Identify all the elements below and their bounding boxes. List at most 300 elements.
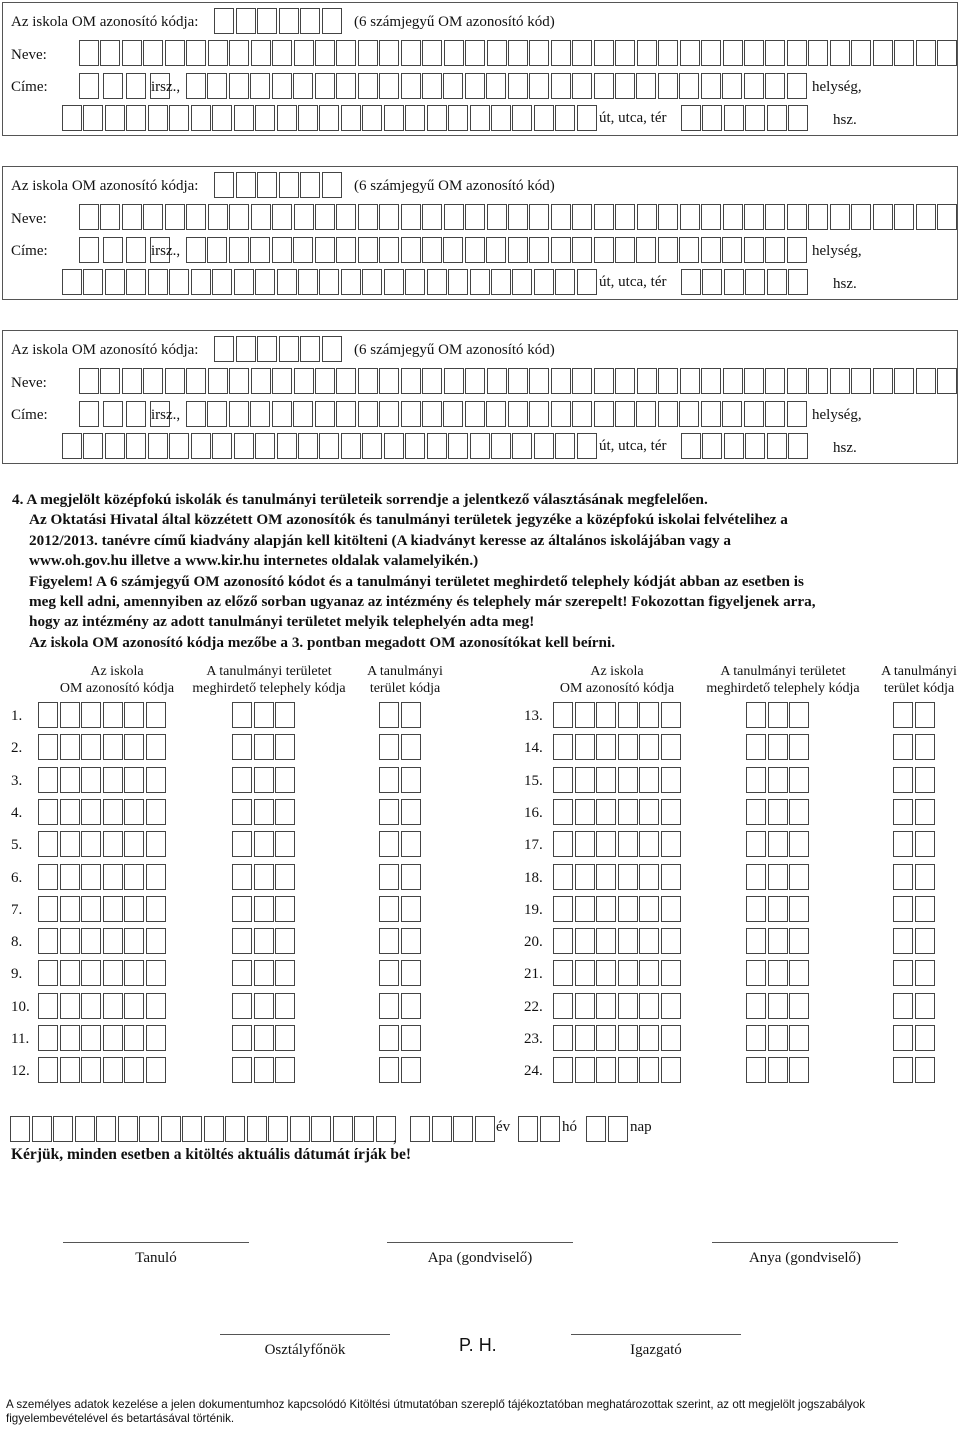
- city-char-box[interactable]: [293, 73, 313, 99]
- zip-digit-box[interactable]: [103, 237, 123, 263]
- om-code-box[interactable]: [639, 767, 659, 793]
- om-code-box[interactable]: [60, 1025, 80, 1051]
- name-char-box[interactable]: [894, 368, 914, 394]
- om-digit-box[interactable]: [279, 8, 299, 34]
- city-char-box[interactable]: [401, 401, 421, 427]
- street-char-box[interactable]: [470, 105, 490, 131]
- street-char-box[interactable]: [148, 269, 168, 295]
- name-char-box[interactable]: [143, 368, 163, 394]
- om-code-box[interactable]: [661, 767, 681, 793]
- street-char-box[interactable]: [534, 269, 554, 295]
- street-char-box[interactable]: [62, 105, 82, 131]
- date-year-box[interactable]: [453, 1116, 473, 1142]
- date-month-box[interactable]: [540, 1116, 560, 1142]
- city-char-box[interactable]: [636, 401, 656, 427]
- city-char-box[interactable]: [229, 401, 249, 427]
- om-code-box[interactable]: [553, 1025, 573, 1051]
- name-char-box[interactable]: [873, 40, 893, 66]
- city-char-box[interactable]: [315, 401, 335, 427]
- name-char-box[interactable]: [294, 204, 314, 230]
- name-char-box[interactable]: [851, 368, 871, 394]
- zip-digit-box[interactable]: [103, 401, 123, 427]
- street-char-box[interactable]: [724, 269, 744, 295]
- name-char-box[interactable]: [830, 40, 850, 66]
- city-char-box[interactable]: [293, 237, 313, 263]
- om-code-box[interactable]: [618, 993, 638, 1019]
- site-code-box[interactable]: [768, 960, 788, 986]
- street-char-box[interactable]: [319, 269, 339, 295]
- om-code-box[interactable]: [81, 864, 101, 890]
- om-code-box[interactable]: [38, 896, 58, 922]
- name-char-box[interactable]: [701, 368, 721, 394]
- street-char-box[interactable]: [83, 269, 103, 295]
- city-char-box[interactable]: [465, 237, 485, 263]
- om-code-box[interactable]: [38, 734, 58, 760]
- area-code-box[interactable]: [401, 960, 421, 986]
- site-code-box[interactable]: [254, 928, 274, 954]
- street-char-box[interactable]: [470, 269, 490, 295]
- om-code-box[interactable]: [81, 993, 101, 1019]
- street-char-box[interactable]: [745, 433, 765, 459]
- city-char-box[interactable]: [679, 73, 699, 99]
- area-code-box[interactable]: [379, 960, 399, 986]
- city-char-box[interactable]: [401, 73, 421, 99]
- date-place-box[interactable]: [161, 1116, 181, 1142]
- om-code-box[interactable]: [124, 767, 144, 793]
- area-code-box[interactable]: [401, 896, 421, 922]
- city-char-box[interactable]: [701, 73, 721, 99]
- area-code-box[interactable]: [893, 896, 913, 922]
- name-char-box[interactable]: [444, 368, 464, 394]
- name-char-box[interactable]: [186, 204, 206, 230]
- signature-line-student[interactable]: [63, 1242, 249, 1243]
- name-char-box[interactable]: [937, 204, 957, 230]
- name-char-box[interactable]: [336, 204, 356, 230]
- om-code-box[interactable]: [81, 960, 101, 986]
- site-code-box[interactable]: [254, 799, 274, 825]
- city-char-box[interactable]: [207, 73, 227, 99]
- city-char-box[interactable]: [186, 73, 206, 99]
- street-char-box[interactable]: [534, 433, 554, 459]
- street-char-box[interactable]: [255, 433, 275, 459]
- site-code-box[interactable]: [254, 1057, 274, 1083]
- om-code-box[interactable]: [618, 799, 638, 825]
- name-char-box[interactable]: [744, 40, 764, 66]
- om-code-box[interactable]: [618, 734, 638, 760]
- om-code-box[interactable]: [639, 799, 659, 825]
- om-code-box[interactable]: [124, 928, 144, 954]
- name-char-box[interactable]: [723, 368, 743, 394]
- site-code-box[interactable]: [746, 960, 766, 986]
- name-char-box[interactable]: [808, 204, 828, 230]
- street-char-box[interactable]: [255, 269, 275, 295]
- city-char-box[interactable]: [529, 237, 549, 263]
- site-code-box[interactable]: [275, 799, 295, 825]
- name-char-box[interactable]: [358, 40, 378, 66]
- om-code-box[interactable]: [639, 702, 659, 728]
- om-code-box[interactable]: [575, 702, 595, 728]
- om-code-box[interactable]: [60, 734, 80, 760]
- city-char-box[interactable]: [465, 73, 485, 99]
- om-code-box[interactable]: [596, 864, 616, 890]
- zip-digit-box[interactable]: [79, 73, 99, 99]
- zip-digit-box[interactable]: [126, 73, 146, 99]
- om-code-box[interactable]: [124, 799, 144, 825]
- city-char-box[interactable]: [508, 237, 528, 263]
- site-code-box[interactable]: [254, 993, 274, 1019]
- name-char-box[interactable]: [572, 368, 592, 394]
- city-char-box[interactable]: [551, 401, 571, 427]
- street-char-box[interactable]: [788, 269, 808, 295]
- city-char-box[interactable]: [744, 401, 764, 427]
- name-char-box[interactable]: [165, 40, 185, 66]
- site-code-box[interactable]: [232, 734, 252, 760]
- om-code-box[interactable]: [38, 702, 58, 728]
- area-code-box[interactable]: [893, 767, 913, 793]
- om-code-box[interactable]: [596, 1025, 616, 1051]
- area-code-box[interactable]: [379, 702, 399, 728]
- street-char-box[interactable]: [277, 433, 297, 459]
- om-code-box[interactable]: [81, 1025, 101, 1051]
- street-char-box[interactable]: [577, 433, 597, 459]
- site-code-box[interactable]: [768, 767, 788, 793]
- name-char-box[interactable]: [251, 204, 271, 230]
- site-code-box[interactable]: [789, 864, 809, 890]
- city-char-box[interactable]: [744, 237, 764, 263]
- street-char-box[interactable]: [702, 433, 722, 459]
- date-place-box[interactable]: [333, 1116, 353, 1142]
- city-char-box[interactable]: [722, 237, 742, 263]
- om-code-box[interactable]: [575, 896, 595, 922]
- city-char-box[interactable]: [379, 401, 399, 427]
- name-char-box[interactable]: [79, 368, 99, 394]
- om-code-box[interactable]: [661, 1057, 681, 1083]
- name-char-box[interactable]: [122, 368, 142, 394]
- site-code-box[interactable]: [275, 1025, 295, 1051]
- city-char-box[interactable]: [229, 237, 249, 263]
- street-char-box[interactable]: [234, 105, 254, 131]
- name-char-box[interactable]: [229, 204, 249, 230]
- om-code-box[interactable]: [124, 831, 144, 857]
- city-char-box[interactable]: [594, 237, 614, 263]
- name-char-box[interactable]: [529, 40, 549, 66]
- site-code-box[interactable]: [254, 702, 274, 728]
- om-code-box[interactable]: [618, 1057, 638, 1083]
- om-digit-box[interactable]: [300, 8, 320, 34]
- name-char-box[interactable]: [701, 204, 721, 230]
- name-char-box[interactable]: [465, 368, 485, 394]
- area-code-box[interactable]: [379, 993, 399, 1019]
- area-code-box[interactable]: [379, 831, 399, 857]
- site-code-box[interactable]: [275, 734, 295, 760]
- om-code-box[interactable]: [661, 799, 681, 825]
- street-char-box[interactable]: [255, 105, 275, 131]
- om-digit-box[interactable]: [322, 336, 342, 362]
- om-code-box[interactable]: [38, 993, 58, 1019]
- name-char-box[interactable]: [551, 40, 571, 66]
- area-code-box[interactable]: [915, 767, 935, 793]
- street-char-box[interactable]: [191, 269, 211, 295]
- om-code-box[interactable]: [81, 702, 101, 728]
- name-char-box[interactable]: [165, 204, 185, 230]
- street-char-box[interactable]: [491, 433, 511, 459]
- area-code-box[interactable]: [379, 767, 399, 793]
- name-char-box[interactable]: [615, 204, 635, 230]
- street-char-box[interactable]: [212, 433, 232, 459]
- city-char-box[interactable]: [636, 237, 656, 263]
- om-code-box[interactable]: [103, 1025, 123, 1051]
- city-char-box[interactable]: [443, 237, 463, 263]
- site-code-box[interactable]: [275, 1057, 295, 1083]
- site-code-box[interactable]: [768, 1025, 788, 1051]
- name-char-box[interactable]: [851, 40, 871, 66]
- name-char-box[interactable]: [444, 204, 464, 230]
- name-char-box[interactable]: [937, 40, 957, 66]
- site-code-box[interactable]: [789, 734, 809, 760]
- site-code-box[interactable]: [789, 993, 809, 1019]
- site-code-box[interactable]: [746, 896, 766, 922]
- signature-line-teacher[interactable]: [220, 1334, 390, 1335]
- om-code-box[interactable]: [661, 831, 681, 857]
- zip-digit-box[interactable]: [103, 73, 123, 99]
- om-code-box[interactable]: [146, 864, 166, 890]
- city-char-box[interactable]: [272, 401, 292, 427]
- area-code-box[interactable]: [379, 1057, 399, 1083]
- name-char-box[interactable]: [572, 204, 592, 230]
- om-code-box[interactable]: [575, 993, 595, 1019]
- city-char-box[interactable]: [658, 401, 678, 427]
- om-code-box[interactable]: [575, 1025, 595, 1051]
- name-char-box[interactable]: [487, 204, 507, 230]
- name-char-box[interactable]: [379, 204, 399, 230]
- name-char-box[interactable]: [572, 40, 592, 66]
- street-char-box[interactable]: [169, 433, 189, 459]
- om-code-box[interactable]: [575, 864, 595, 890]
- om-code-box[interactable]: [661, 928, 681, 954]
- city-char-box[interactable]: [358, 237, 378, 263]
- om-code-box[interactable]: [639, 993, 659, 1019]
- street-char-box[interactable]: [448, 105, 468, 131]
- zip-digit-box[interactable]: [126, 401, 146, 427]
- signature-line-mother[interactable]: [712, 1242, 898, 1243]
- om-code-box[interactable]: [103, 702, 123, 728]
- name-char-box[interactable]: [637, 40, 657, 66]
- city-char-box[interactable]: [551, 73, 571, 99]
- site-code-box[interactable]: [789, 1025, 809, 1051]
- site-code-box[interactable]: [232, 702, 252, 728]
- name-char-box[interactable]: [658, 368, 678, 394]
- om-code-box[interactable]: [639, 1057, 659, 1083]
- site-code-box[interactable]: [789, 702, 809, 728]
- om-code-box[interactable]: [553, 960, 573, 986]
- om-digit-box[interactable]: [236, 336, 256, 362]
- name-char-box[interactable]: [787, 368, 807, 394]
- area-code-box[interactable]: [915, 896, 935, 922]
- name-char-box[interactable]: [122, 204, 142, 230]
- name-char-box[interactable]: [615, 368, 635, 394]
- area-code-box[interactable]: [915, 799, 935, 825]
- name-char-box[interactable]: [186, 40, 206, 66]
- om-code-box[interactable]: [553, 896, 573, 922]
- om-digit-box[interactable]: [236, 8, 256, 34]
- om-code-box[interactable]: [618, 960, 638, 986]
- street-char-box[interactable]: [191, 433, 211, 459]
- om-code-box[interactable]: [661, 734, 681, 760]
- name-char-box[interactable]: [594, 40, 614, 66]
- site-code-box[interactable]: [275, 960, 295, 986]
- name-char-box[interactable]: [637, 204, 657, 230]
- om-code-box[interactable]: [661, 993, 681, 1019]
- site-code-box[interactable]: [254, 896, 274, 922]
- street-char-box[interactable]: [427, 105, 447, 131]
- street-char-box[interactable]: [362, 269, 382, 295]
- name-char-box[interactable]: [937, 368, 957, 394]
- om-code-box[interactable]: [60, 896, 80, 922]
- om-code-box[interactable]: [639, 831, 659, 857]
- name-char-box[interactable]: [272, 40, 292, 66]
- om-digit-box[interactable]: [322, 172, 342, 198]
- site-code-box[interactable]: [232, 767, 252, 793]
- site-code-box[interactable]: [254, 960, 274, 986]
- site-code-box[interactable]: [746, 864, 766, 890]
- name-char-box[interactable]: [358, 204, 378, 230]
- street-char-box[interactable]: [491, 269, 511, 295]
- site-code-box[interactable]: [789, 1057, 809, 1083]
- city-char-box[interactable]: [229, 73, 249, 99]
- city-char-box[interactable]: [572, 401, 592, 427]
- city-char-box[interactable]: [787, 401, 807, 427]
- om-code-box[interactable]: [60, 767, 80, 793]
- city-char-box[interactable]: [765, 73, 785, 99]
- name-char-box[interactable]: [873, 204, 893, 230]
- name-char-box[interactable]: [422, 204, 442, 230]
- name-char-box[interactable]: [79, 40, 99, 66]
- om-code-box[interactable]: [639, 896, 659, 922]
- name-char-box[interactable]: [680, 368, 700, 394]
- name-char-box[interactable]: [830, 204, 850, 230]
- om-code-box[interactable]: [103, 993, 123, 1019]
- area-code-box[interactable]: [401, 702, 421, 728]
- area-code-box[interactable]: [401, 734, 421, 760]
- om-code-box[interactable]: [553, 864, 573, 890]
- site-code-box[interactable]: [789, 928, 809, 954]
- site-code-box[interactable]: [275, 928, 295, 954]
- date-place-box[interactable]: [96, 1116, 116, 1142]
- om-code-box[interactable]: [38, 799, 58, 825]
- city-char-box[interactable]: [529, 73, 549, 99]
- name-char-box[interactable]: [358, 368, 378, 394]
- site-code-box[interactable]: [232, 928, 252, 954]
- om-code-box[interactable]: [596, 767, 616, 793]
- area-code-box[interactable]: [893, 928, 913, 954]
- date-place-box[interactable]: [53, 1116, 73, 1142]
- om-digit-box[interactable]: [279, 172, 299, 198]
- street-char-box[interactable]: [702, 105, 722, 131]
- city-char-box[interactable]: [701, 401, 721, 427]
- name-char-box[interactable]: [229, 40, 249, 66]
- name-char-box[interactable]: [100, 368, 120, 394]
- street-char-box[interactable]: [448, 433, 468, 459]
- street-char-box[interactable]: [319, 105, 339, 131]
- city-char-box[interactable]: [336, 401, 356, 427]
- area-code-box[interactable]: [915, 1057, 935, 1083]
- date-place-box[interactable]: [225, 1116, 245, 1142]
- date-year-box[interactable]: [410, 1116, 430, 1142]
- site-code-box[interactable]: [789, 831, 809, 857]
- city-char-box[interactable]: [207, 401, 227, 427]
- name-char-box[interactable]: [680, 204, 700, 230]
- name-char-box[interactable]: [100, 40, 120, 66]
- name-char-box[interactable]: [851, 204, 871, 230]
- name-char-box[interactable]: [787, 40, 807, 66]
- site-code-box[interactable]: [746, 1057, 766, 1083]
- name-char-box[interactable]: [508, 368, 528, 394]
- om-code-box[interactable]: [553, 799, 573, 825]
- name-char-box[interactable]: [208, 40, 228, 66]
- om-digit-box[interactable]: [214, 172, 234, 198]
- area-code-box[interactable]: [401, 993, 421, 1019]
- site-code-box[interactable]: [254, 767, 274, 793]
- area-code-box[interactable]: [893, 702, 913, 728]
- name-char-box[interactable]: [637, 368, 657, 394]
- om-code-box[interactable]: [81, 896, 101, 922]
- om-code-box[interactable]: [124, 960, 144, 986]
- om-code-box[interactable]: [661, 896, 681, 922]
- om-code-box[interactable]: [103, 767, 123, 793]
- name-char-box[interactable]: [186, 368, 206, 394]
- om-digit-box[interactable]: [322, 8, 342, 34]
- om-code-box[interactable]: [103, 864, 123, 890]
- om-code-box[interactable]: [618, 896, 638, 922]
- name-char-box[interactable]: [551, 204, 571, 230]
- street-char-box[interactable]: [767, 269, 787, 295]
- street-char-box[interactable]: [681, 269, 701, 295]
- om-code-box[interactable]: [60, 993, 80, 1019]
- date-place-box[interactable]: [10, 1116, 30, 1142]
- om-digit-box[interactable]: [214, 336, 234, 362]
- street-char-box[interactable]: [83, 105, 103, 131]
- om-code-box[interactable]: [60, 799, 80, 825]
- area-code-box[interactable]: [915, 1025, 935, 1051]
- city-char-box[interactable]: [508, 73, 528, 99]
- om-code-box[interactable]: [553, 831, 573, 857]
- street-char-box[interactable]: [788, 105, 808, 131]
- site-code-box[interactable]: [275, 993, 295, 1019]
- street-char-box[interactable]: [745, 105, 765, 131]
- om-code-box[interactable]: [103, 799, 123, 825]
- name-char-box[interactable]: [680, 40, 700, 66]
- date-place-box[interactable]: [204, 1116, 224, 1142]
- om-code-box[interactable]: [146, 960, 166, 986]
- name-char-box[interactable]: [487, 368, 507, 394]
- street-char-box[interactable]: [577, 105, 597, 131]
- om-code-box[interactable]: [661, 1025, 681, 1051]
- street-char-box[interactable]: [512, 433, 532, 459]
- name-char-box[interactable]: [336, 40, 356, 66]
- name-char-box[interactable]: [594, 204, 614, 230]
- name-char-box[interactable]: [315, 40, 335, 66]
- name-char-box[interactable]: [143, 204, 163, 230]
- om-code-box[interactable]: [553, 702, 573, 728]
- city-char-box[interactable]: [186, 237, 206, 263]
- site-code-box[interactable]: [232, 1057, 252, 1083]
- om-code-box[interactable]: [553, 734, 573, 760]
- city-char-box[interactable]: [336, 237, 356, 263]
- city-char-box[interactable]: [744, 73, 764, 99]
- om-code-box[interactable]: [103, 831, 123, 857]
- name-char-box[interactable]: [808, 40, 828, 66]
- om-code-box[interactable]: [596, 896, 616, 922]
